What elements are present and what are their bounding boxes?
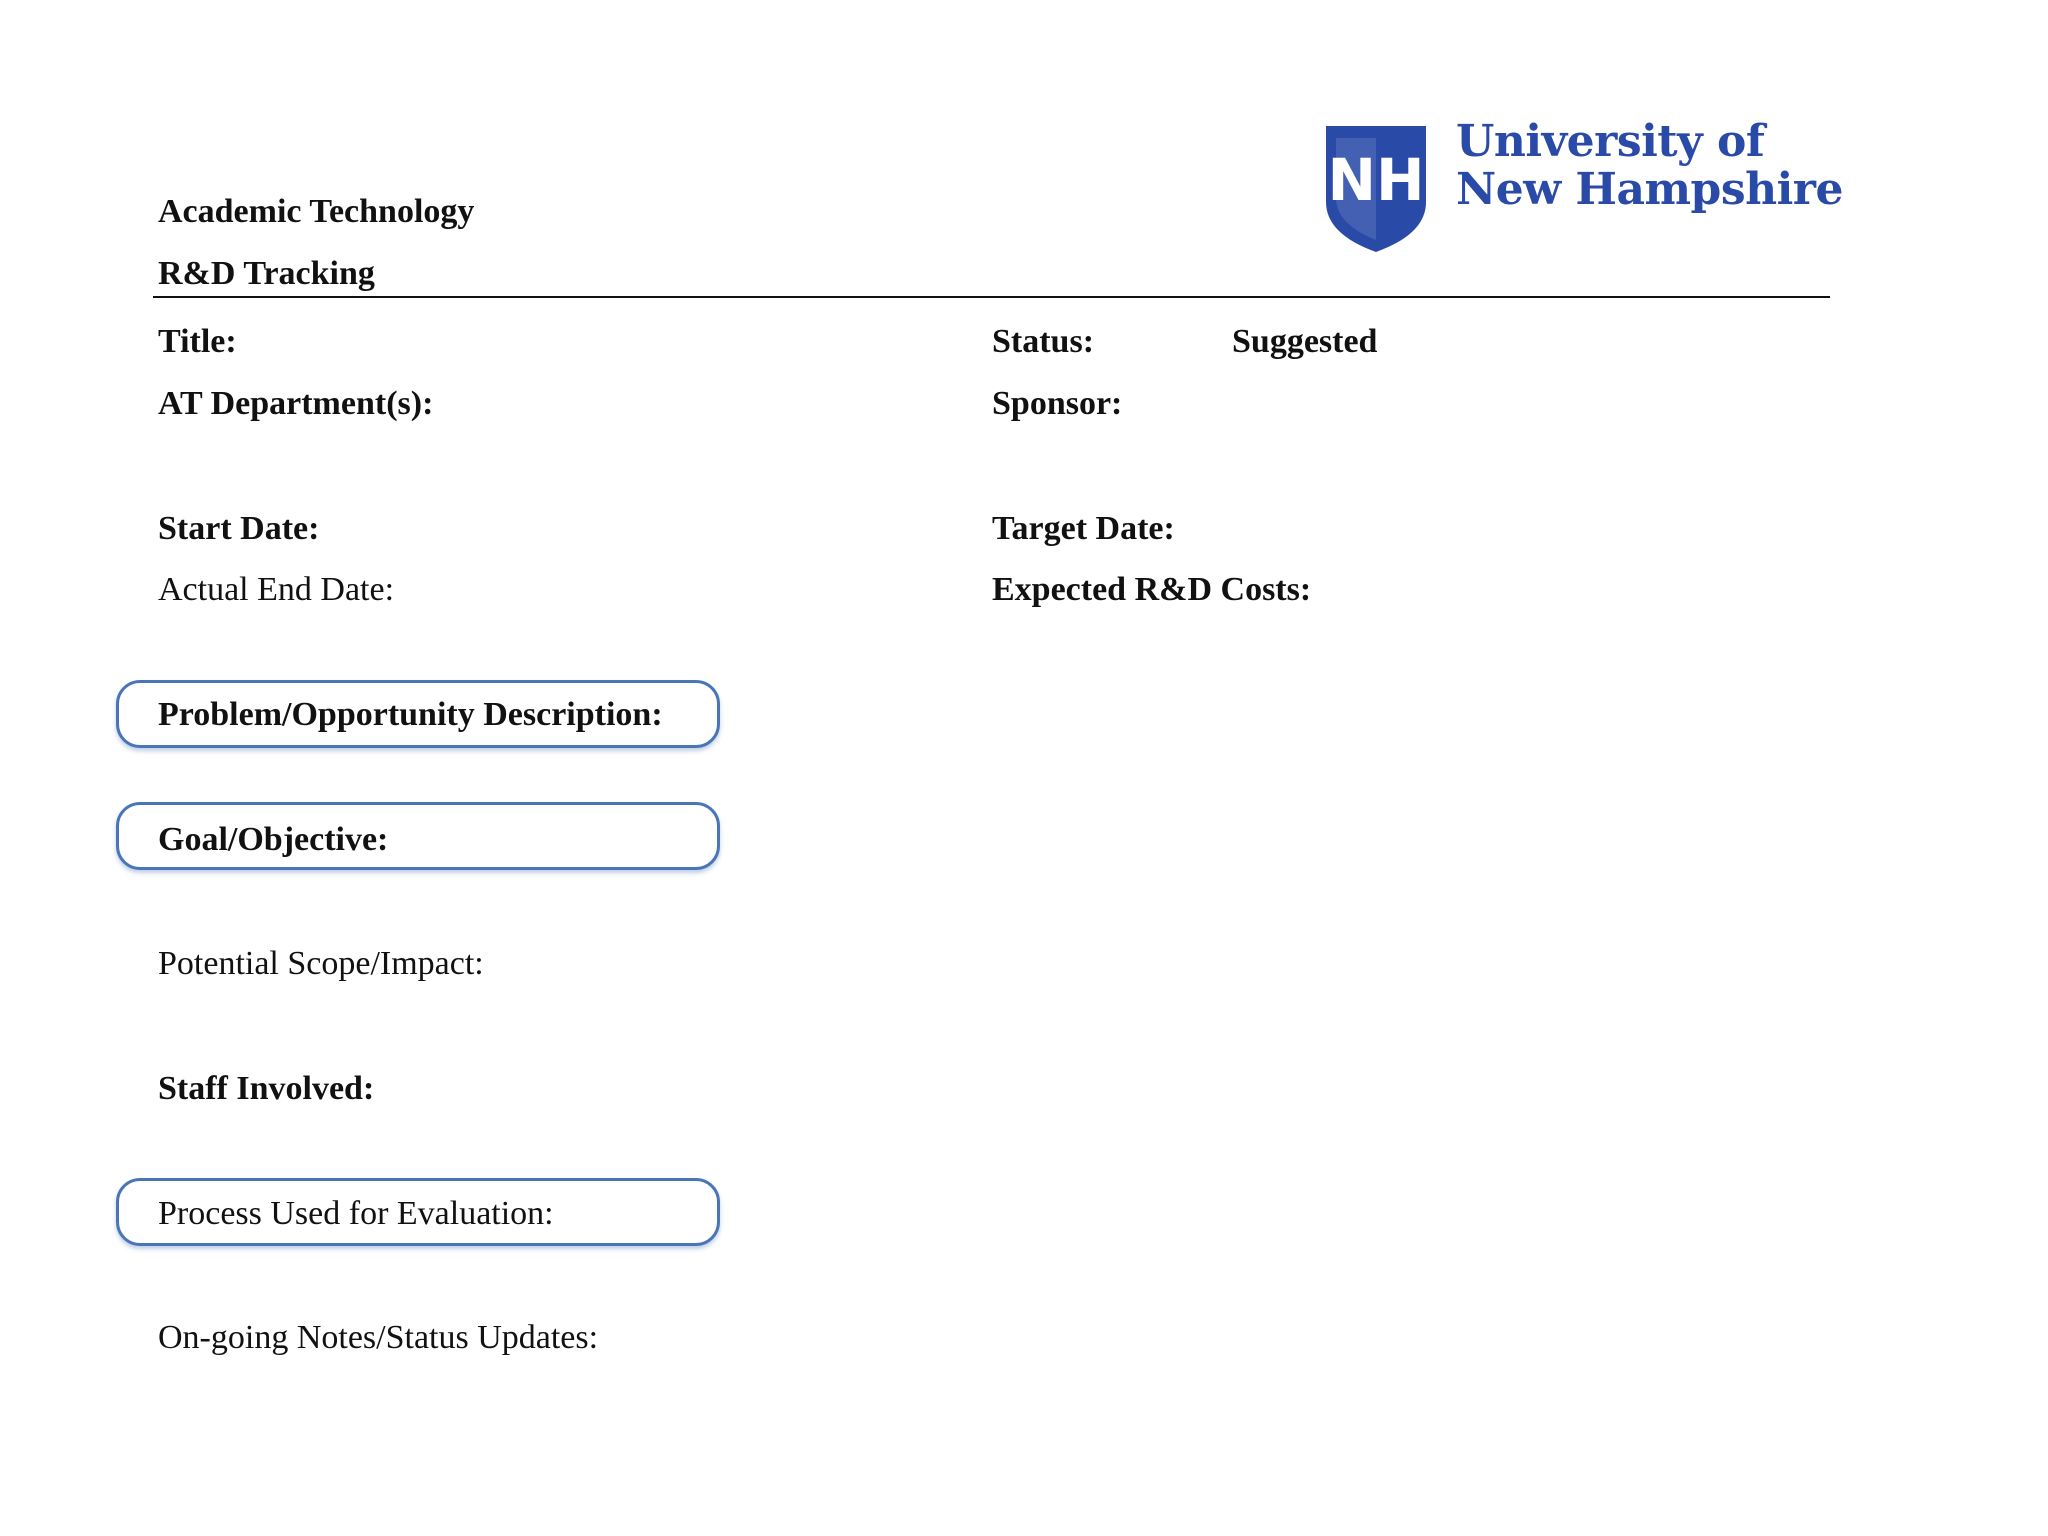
actual-end-date-label: Actual End Date: xyxy=(158,571,395,608)
staff-label: Staff Involved: xyxy=(158,1070,375,1107)
unh-shield-logo xyxy=(1322,122,1430,256)
problem-label: Problem/Opportunity Description: xyxy=(158,696,663,733)
status-label: Status: xyxy=(992,323,1095,360)
notes-label: On-going Notes/Status Updates: xyxy=(158,1319,599,1356)
goal-label: Goal/Objective: xyxy=(158,821,389,858)
title-label: Title: xyxy=(158,323,237,360)
scope-label: Potential Scope/Impact: xyxy=(158,945,484,982)
departments-label: AT Department(s): xyxy=(158,385,434,422)
form-name-heading: R&D Tracking xyxy=(158,255,375,292)
wordmark-line-1: University of xyxy=(1456,116,1765,167)
wordmark-line-2: New Hampshire xyxy=(1456,164,1843,215)
start-date-label: Start Date: xyxy=(158,510,320,547)
sponsor-label: Sponsor: xyxy=(992,385,1123,422)
process-label: Process Used for Evaluation: xyxy=(158,1195,554,1232)
department-heading: Academic Technology xyxy=(158,193,475,230)
university-wordmark xyxy=(1456,118,1843,214)
header-divider xyxy=(153,296,1830,298)
status-value: Suggested xyxy=(1232,323,1378,360)
expected-costs-label: Expected R&D Costs: xyxy=(992,571,1312,608)
target-date-label: Target Date: xyxy=(992,510,1175,547)
logo-monogram: NH xyxy=(1327,146,1425,214)
